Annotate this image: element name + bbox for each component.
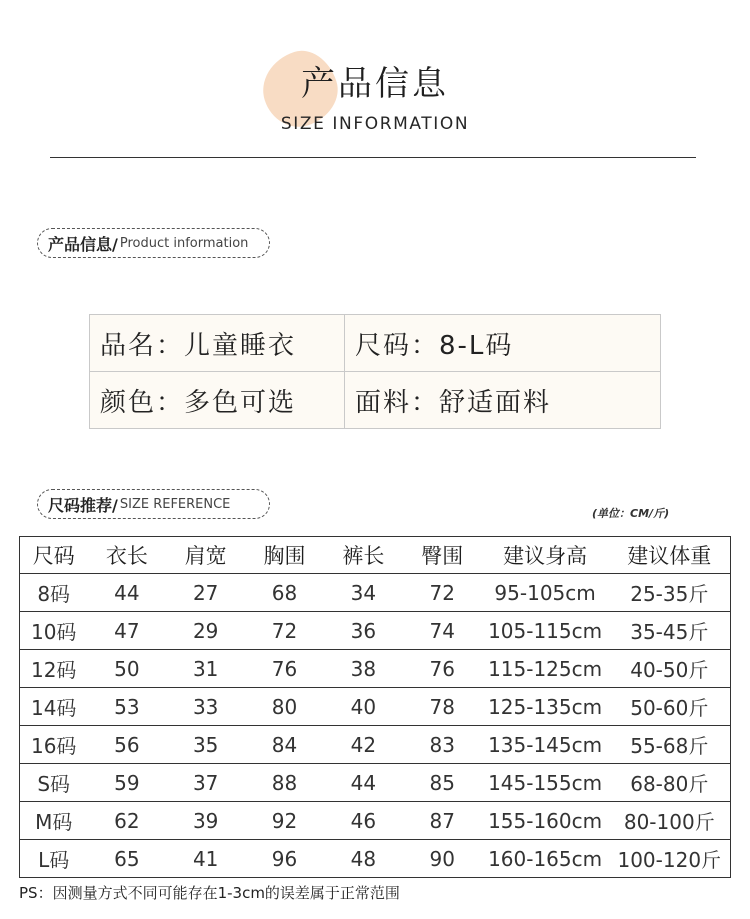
table-cell: 62 — [87, 802, 166, 840]
table-cell: 100-120斤 — [617, 848, 722, 872]
table-cell: 14码 — [20, 688, 88, 726]
col-header: 胸围 — [245, 537, 324, 574]
col-header: 建议身高 — [482, 537, 609, 574]
table-row — [20, 574, 731, 612]
col-header: 臀围 — [403, 537, 482, 574]
table-cell: 74 — [403, 612, 482, 650]
table-cell: 44 — [324, 764, 403, 802]
table-row — [20, 650, 731, 688]
table-row — [20, 802, 731, 840]
table-cell: 68 — [245, 574, 324, 612]
unit-note: (单位：CM/斤) — [592, 507, 670, 520]
table-cell: 80 — [245, 688, 324, 726]
table-cell: 88 — [245, 764, 324, 802]
table-cell: 50 — [87, 650, 166, 688]
table-cell: 33 — [166, 688, 245, 726]
table-cell: 46 — [324, 802, 403, 840]
table-cell: 125-135cm — [482, 688, 609, 726]
table-row — [20, 726, 731, 764]
product-color-cell: 颜色：多色可选 — [90, 372, 345, 429]
table-cell: 76 — [403, 650, 482, 688]
table-cell: L码 — [38, 848, 70, 872]
product-size-cell: 尺码：8-L码 — [345, 315, 661, 372]
table-cell: 78 — [403, 688, 482, 726]
table-cell: 34 — [324, 574, 403, 612]
product-info-label-en: Product information — [119, 235, 249, 251]
size-reference-label-cn: 尺码推荐/ — [48, 495, 118, 515]
table-cell: 96 — [271, 846, 298, 871]
table-cell: 155-160cm — [482, 802, 609, 840]
page-subtitle: SIZE INFORMATION — [280, 114, 470, 134]
table-cell: 25-35斤 — [609, 574, 731, 612]
table-cell: 84 — [245, 726, 324, 764]
table-cell: 87 — [403, 802, 482, 840]
product-info-label — [37, 228, 270, 258]
table-cell: 35-45斤 — [609, 612, 731, 650]
table-cell: 80-100斤 — [609, 802, 731, 840]
table-cell: 8码 — [20, 574, 88, 612]
table-cell: 42 — [324, 726, 403, 764]
size-table — [19, 536, 731, 878]
table-cell: 65 — [114, 846, 140, 871]
table-cell: 90 — [429, 846, 455, 871]
table-cell: 41 — [192, 846, 219, 871]
table-cell: 92 — [245, 802, 324, 840]
table-row — [20, 612, 731, 650]
table-cell: 31 — [166, 650, 245, 688]
table-cell: 160-165cm — [488, 846, 603, 871]
col-header: 尺码 — [20, 537, 88, 574]
table-cell: 55-68斤 — [609, 726, 731, 764]
table-cell: 40 — [324, 688, 403, 726]
table-cell: 37 — [166, 764, 245, 802]
title-divider — [50, 157, 696, 158]
table-row — [20, 764, 731, 802]
table-cell: S码 — [20, 764, 88, 802]
table-cell: 36 — [324, 612, 403, 650]
table-cell: 39 — [166, 802, 245, 840]
product-name-cell: 品名：儿童睡衣 — [90, 315, 345, 372]
table-cell: 68-80斤 — [609, 764, 731, 802]
table-cell: 59 — [87, 764, 166, 802]
table-cell: 115-125cm — [482, 650, 609, 688]
table-cell: 85 — [403, 764, 482, 802]
product-fabric-cell: 面料：舒适面料 — [345, 372, 661, 429]
table-row — [20, 840, 731, 878]
table-cell: 16码 — [20, 726, 88, 764]
table-row — [20, 688, 731, 726]
table-cell: 83 — [403, 726, 482, 764]
table-cell: 40-50斤 — [609, 650, 731, 688]
table-cell: 95-105cm — [482, 574, 609, 612]
table-cell: 135-145cm — [482, 726, 609, 764]
col-header: 衣长 — [87, 537, 166, 574]
table-cell: 56 — [87, 726, 166, 764]
size-reference-label — [37, 489, 270, 519]
product-info-table — [89, 314, 661, 429]
table-cell: 44 — [87, 574, 166, 612]
table-cell: 12码 — [20, 650, 88, 688]
table-cell: 72 — [245, 612, 324, 650]
page-title: 产品信息 — [301, 64, 449, 104]
size-table-header — [20, 537, 731, 574]
product-info-label-cn: 产品信息/ — [48, 234, 118, 254]
table-cell: 29 — [166, 612, 245, 650]
size-reference-label-en: SIZE REFERENCE — [119, 496, 231, 512]
table-cell: 72 — [403, 574, 482, 612]
col-header: 建议体重 — [609, 537, 731, 574]
table-cell: 47 — [87, 612, 166, 650]
table-cell: 48 — [350, 846, 377, 871]
table-cell: 53 — [87, 688, 166, 726]
table-cell: 35 — [166, 726, 245, 764]
col-header: 裤长 — [324, 537, 403, 574]
table-cell: 105-115cm — [482, 612, 609, 650]
product-info-row — [90, 372, 661, 429]
table-cell: 10码 — [20, 612, 88, 650]
col-header: 肩宽 — [166, 537, 245, 574]
table-cell: 27 — [166, 574, 245, 612]
product-info-row — [90, 315, 661, 372]
table-cell: M码 — [20, 802, 88, 840]
table-cell: 38 — [324, 650, 403, 688]
table-cell: 50-60斤 — [609, 688, 731, 726]
measurement-note: PS：因测量方式不同可能存在1-3cm的误差属于正常范围 — [19, 884, 400, 902]
table-cell: 76 — [245, 650, 324, 688]
table-cell: 145-155cm — [482, 764, 609, 802]
